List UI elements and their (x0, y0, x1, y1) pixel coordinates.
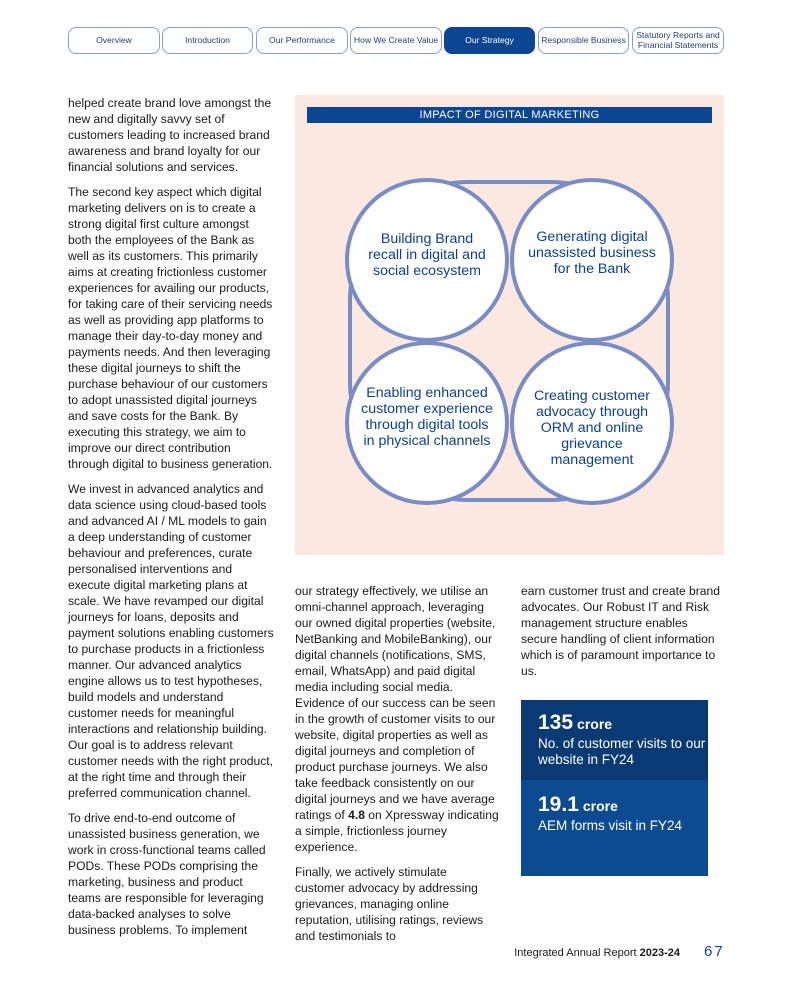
infographic-panel (295, 95, 724, 555)
stat-aem-forms (521, 780, 708, 876)
footer-report-label: Integrated Annual Report (514, 947, 637, 959)
stat-1-description: No. of customer visits to our website in FY24 (538, 736, 706, 767)
stat-1-unit: crore (577, 716, 613, 732)
page-number: 67 (704, 943, 725, 960)
middle-text-column (295, 583, 499, 944)
left-paragraph-1: helped create brand love amongst the new and digitally savvy set of customers leading to increased brand awareness and brand loyalty for our financial solutions and services. (68, 96, 272, 174)
middle-paragraph-1-start: our strategy effectively, we utilise an omni-channel approach, leveraging our owned digital properties (website, NetBanking and MobileBanking), our digital channels (notifications, SMS, email, WhatsApp) and paid digital media including social media. Evidence of our success can be seen in the growth of customer visits to our website, digital properties as well as digital journeys and completion of product purchase journeys. We also take feedback consistently on our digital journeys and we have average ratings of (295, 584, 496, 822)
left-paragraph-3: We invest in advanced analytics and data science using cloud-based tools and advanced AI / ML models to gain a deep understanding of customer behaviour and preferences, curate personalised interventions and execute digital marketing plans at scale. We have revamped our digital journeys for loans, deposits and payment solutions enabling customers to purchase products in a frictionless manner. Our advanced analytics engine allows us to test hypotheses, build models and understand customer needs for meaningful interactions and relationship building. Our goal is to address relevant customer needs with the right product, at the right time and through their preferred communication channel. (68, 482, 274, 800)
circle-label-customer-experience: Enabling enhanced customer experience through digital tools in physical channels (361, 385, 493, 449)
stat-customer-visits (521, 700, 708, 780)
rating-value: 4.8 (348, 808, 365, 822)
tab-introduction[interactable]: Introduction (162, 27, 253, 54)
tab-overview[interactable]: Overview (68, 27, 160, 54)
stat-2-value: 19.1 (538, 793, 579, 816)
infographic-diagram (295, 95, 724, 555)
footer-report-year: 2023-24 (639, 947, 680, 959)
top-nav (68, 27, 728, 54)
tab-statutory-reports[interactable]: Statutory Reports and Financial Statements (632, 27, 724, 54)
circle-label-brand-recall: Building Brand recall in digital and social ecosystem (368, 231, 486, 279)
right-text-column (521, 583, 721, 679)
stat-2-unit: crore (582, 798, 618, 814)
middle-paragraph-1 (295, 583, 499, 855)
stat-2-description: AEM forms visit in FY24 (538, 818, 683, 833)
left-paragraph-4: To drive end-to-end outcome of unassisted business generation, we work in cross-functional teams called PODs. These PODs comprising the marketing, business and product teams are responsible for leveraging data-backed analyses to solve business problems. To implement (68, 811, 266, 937)
tab-responsible-business[interactable]: Responsible Business (538, 27, 629, 54)
tab-how-we-create-value[interactable]: How We Create Value (350, 27, 442, 54)
stat-1-value: 135 (538, 711, 574, 734)
circle-label-digital-business: Generating digital unassisted business for the Bank (528, 229, 656, 277)
infographic-title: IMPACT OF DIGITAL MARKETING (307, 107, 712, 123)
middle-paragraph-1-end: on Xpressway indicating a simple, frictionless journey experience. (295, 808, 499, 854)
left-paragraph-2: The second key aspect which digital marketing delivers on is to create a strong digital first culture amongst both the employees of the Bank as well as its customers. This primarily aims at creating frictionless customer experiences for availing our products, for taking care of their servicing needs as well as providing app platforms to manage their day-to-day money and payments needs. And then leveraging these digital journeys to shift the purchase behaviour of our customers to adopt unassisted digital journeys and save costs for the Bank. By executing this strategy, we aim to improve our direct contribution through digital to business generation. (68, 185, 273, 471)
right-paragraph-1: earn customer trust and create brand advocates. Our Robust IT and Risk management structure enables secure handling of client information which is of paramount importance to us. (521, 584, 720, 678)
left-text-column (68, 95, 274, 938)
tab-our-performance[interactable]: Our Performance (256, 27, 348, 54)
tab-our-strategy[interactable]: Our Strategy (444, 27, 535, 54)
page-footer (0, 943, 792, 963)
stats-box (521, 700, 708, 876)
circle-label-customer-advocacy: Creating customer advocacy through ORM and online grievance management (534, 388, 650, 468)
footer-report-title (514, 947, 680, 959)
middle-paragraph-2: Finally, we actively stimulate customer advocacy by addressing grievances, managing online reputation, utilising ratings, reviews and testimonials to (295, 865, 484, 943)
